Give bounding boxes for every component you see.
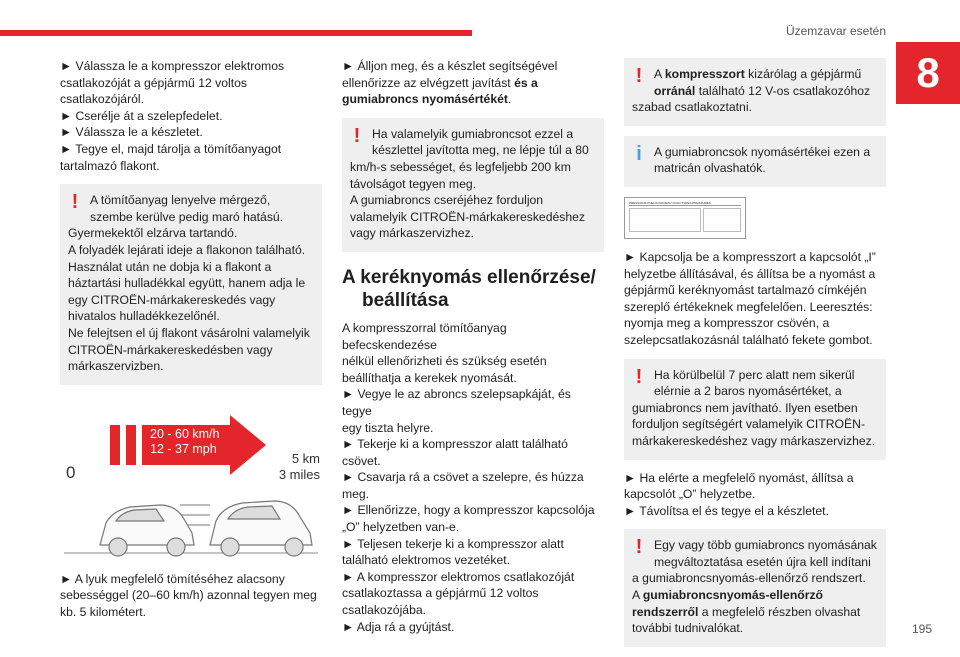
- bold-text: gumiabroncs nyomásértékét: [342, 92, 508, 107]
- text-line: ► Ha elérte a megfelelő nyomást, állítsa a: [624, 470, 854, 485]
- text-line: kb. 5 kilométert.: [60, 604, 147, 619]
- text-line: [342, 91, 604, 108]
- text-fragment: a megfelelő részben olvashat: [701, 604, 861, 619]
- warning-box: [60, 184, 322, 385]
- warning-exclamation-icon: !: [71, 191, 79, 214]
- text-line: csatlakozójába.: [342, 603, 427, 618]
- distance-km: 5 km: [291, 450, 320, 466]
- start-zero-label: 0: [66, 462, 76, 482]
- text-line: CITROËN-márkakereskedésben vagy: [68, 342, 273, 357]
- label-table: [703, 208, 741, 232]
- text-line: ► Válassza le a kompresszor elektromos: [60, 59, 285, 73]
- section-body: [624, 249, 886, 349]
- column-2: [342, 58, 604, 635]
- page-number: 195: [911, 622, 932, 636]
- text-line: [342, 75, 604, 92]
- text-line: A gumiabroncsok nyomásértékei ezen a: [654, 144, 871, 159]
- text-line: tartalmazó flakont.: [60, 158, 160, 173]
- tyre-pressure-label-image: [624, 197, 746, 239]
- text-line: Ha valamelyik gumiabroncsot ezzel a: [372, 126, 574, 141]
- text-line: csatlakozójáról.: [60, 92, 144, 107]
- text-line: egy tiszta helyre.: [342, 420, 434, 435]
- text-line: ► Kapcsolja be a kompresszort a kapcsolót „I”: [624, 249, 876, 264]
- warning-box: [342, 118, 604, 252]
- label-header-text: PRESSIONS PNEUS FROIDS / COLD TYRES PRESSURES: [629, 200, 711, 205]
- text-line: ► Távolítsa el és tegye el a készletet.: [624, 503, 829, 518]
- label-header-line: [629, 201, 741, 206]
- text-line: csatlakoztassa a gépjármű 12 voltos: [342, 586, 539, 601]
- info-icon: i: [636, 142, 642, 165]
- intro-steps: [342, 58, 604, 108]
- label-table: [629, 208, 701, 232]
- section-body: [624, 470, 886, 520]
- section-body: [342, 320, 604, 635]
- text-line: A gumiabroncs cseréjéhez forduljon: [350, 193, 544, 208]
- text-line: ► Tegye el, majd tárolja a tömítőanyagot: [60, 141, 282, 156]
- text-line: [632, 83, 878, 100]
- text-line: márkakereskedéshez vagy márkaszervizhez.: [632, 433, 876, 448]
- text-line: szembe kerülve pedig maró hatású.: [90, 209, 284, 224]
- warning-exclamation-icon: !: [635, 365, 643, 388]
- text-line: szelepcsatlakozásnál található fekete gombot.: [624, 332, 873, 347]
- text-fragment: A: [654, 67, 662, 81]
- header-title: Üzemzavar esetén: [785, 24, 886, 38]
- speed-label: [150, 427, 219, 457]
- text-line: [632, 604, 878, 621]
- warning-exclamation-icon: !: [635, 65, 643, 87]
- section-title-line-2: beállítása: [362, 289, 449, 311]
- bold-text: kompresszort: [664, 67, 745, 81]
- text-line: helyzetbe állításával, és állítsa be a nyomást a: [624, 266, 876, 281]
- text-fragment: A: [632, 588, 640, 603]
- text-line: sebességgel (20–60 km/h) azonnal tegyen meg: [60, 588, 317, 603]
- text-line: ► Tekerje ki a kompresszor alatt található: [342, 437, 568, 452]
- text-line: Használat után ne dobja ki a flakont a: [68, 259, 272, 274]
- bold-text: orránál: [654, 83, 696, 98]
- text-line: hivatalos hulladékkezelőnél.: [68, 309, 220, 324]
- text-line: Ne felejtsen el új flakont vásárolni valamelyik: [68, 325, 310, 340]
- text-line: „O” helyzetben van-e.: [342, 520, 460, 535]
- text-line: km/h-s sebességet, és legfeljebb 200 km: [350, 159, 571, 174]
- text-line: valamelyik CITROËN-márkakereskedéshez: [350, 209, 586, 224]
- bold-text: és a: [514, 75, 538, 90]
- warning-box: [624, 359, 886, 460]
- text-line: Ha körülbelül 7 perc alatt nem sikerül: [654, 367, 855, 382]
- text-line: Gyermekektől elzárva tartandó.: [68, 226, 238, 241]
- text-line: ► Vegye le az abroncs szelepsapkáját, és tegye: [342, 387, 571, 418]
- text-line: ► Csavarja rá a csövet a szelepre, és húzza: [342, 470, 584, 485]
- text-line: Egy vagy több gumiabroncs nyomásának: [654, 538, 877, 553]
- text-line: vagy márkaszervizhez.: [350, 226, 474, 241]
- text-line: nélkül ellenőrizheti és szükség esetén: [342, 354, 547, 369]
- driving-illustration: [60, 415, 322, 563]
- text-line: csövet.: [342, 453, 381, 468]
- text-line: meg.: [342, 486, 370, 501]
- info-box: [624, 136, 886, 187]
- bold-text: gumiabroncsnyomás-ellenőrző: [642, 588, 823, 603]
- text-line: további tudnivalókat.: [632, 621, 744, 636]
- text-line: beállíthatja a kerekek nyomását.: [342, 370, 517, 385]
- speed-mph: 12 - 37 mph: [150, 441, 217, 456]
- distance-miles: 3 miles: [278, 466, 320, 482]
- section-title: [342, 266, 604, 312]
- text-line: szereplő értékeknek megfelelően. Leeresztés:: [624, 299, 873, 314]
- text-line: ► Ellenőrizze, hogy a kompresszor kapcsolója: [342, 503, 595, 518]
- text-fragment: kizárólag a gépjármű: [748, 67, 862, 81]
- text-line: szabad csatlakoztatni.: [632, 100, 752, 115]
- distance-label: [276, 451, 320, 483]
- text-line: ► Álljon meg, és a készlet segítségével: [342, 59, 558, 73]
- after-steps: [60, 571, 322, 621]
- text-line: a gumiabroncsnyomás-ellenőrző rendszert.: [632, 571, 866, 586]
- text-fragment: található 12 V-os csatlakozóhoz: [698, 83, 871, 98]
- text-fragment: .: [507, 92, 512, 107]
- text-line: ► Cserélje át a szelepfedelet.: [60, 108, 223, 123]
- column-1: [60, 58, 322, 620]
- text-line: távolságot tegyen meg.: [350, 176, 477, 191]
- text-line: nyomja meg a kompresszor csövén, a: [624, 316, 830, 331]
- text-line: matricán olvashatók.: [654, 161, 766, 176]
- text-line: kapcsolót „O” helyzetbe.: [624, 487, 756, 502]
- warning-exclamation-icon: !: [635, 536, 643, 559]
- text-line: ► Válassza le a készletet.: [60, 125, 203, 140]
- text-line: csatlakozóját a gépjármű 12 voltos: [60, 75, 247, 90]
- text-line: gépjármű keréknyomást tartalmazó címkéjén: [624, 283, 867, 298]
- column-3: [624, 58, 886, 657]
- warning-box: [624, 58, 886, 126]
- warning-exclamation-icon: !: [353, 124, 361, 147]
- text-line: forduljon segítségért valamelyik CITROËN-: [632, 417, 865, 432]
- speed-kmh: 20 - 60 km/h: [150, 426, 220, 441]
- text-line: A folyadék lejárati ideje a flakonon található.: [68, 242, 306, 257]
- text-line: [632, 587, 878, 604]
- text-line: megváltoztatása esetén újra kell indítani: [654, 554, 871, 569]
- header-red-bar: [0, 30, 472, 36]
- text-line: készlettel javította meg, ne lépje túl a 80: [372, 143, 589, 158]
- intro-steps: [60, 58, 322, 174]
- text-line: ► A lyuk megfelelő tömítéséhez alacsony: [60, 571, 285, 586]
- text-line: elérnie a 2 baros nyomásértéket, a: [654, 384, 842, 399]
- text-line: A tömítőanyag lenyelve mérgező,: [90, 193, 271, 208]
- warning-box: [624, 529, 886, 647]
- text-line: található elektromos vezetéket.: [342, 553, 511, 568]
- text-fragment: ellenőrizze az elvégzett javítást: [342, 75, 511, 90]
- text-line: egy CITROËN-márkakereskedés vagy: [68, 292, 276, 307]
- text-line: A kompresszorral tömítőanyag befecskendezése: [342, 320, 507, 352]
- chapter-number-tab: 8: [896, 42, 960, 104]
- section-title-line-1: A keréknyomás ellenőrzése/: [342, 266, 596, 288]
- text-line: [632, 66, 878, 83]
- text-line: ► Teljesen tekerje ki a kompresszor alatt: [342, 536, 564, 551]
- bold-text: rendszerről: [632, 604, 699, 619]
- text-line: ► A kompresszor elektromos csatlakozóját: [342, 569, 575, 584]
- text-line: ► Adja rá a gyújtást.: [342, 619, 455, 634]
- text-line: márkaszervizben.: [68, 359, 164, 374]
- text-line: háztartási hulladékkal együtt, hanem adja le: [68, 276, 306, 291]
- text-line: gumiabroncs nem javítható. Ilyen esetben: [632, 400, 858, 415]
